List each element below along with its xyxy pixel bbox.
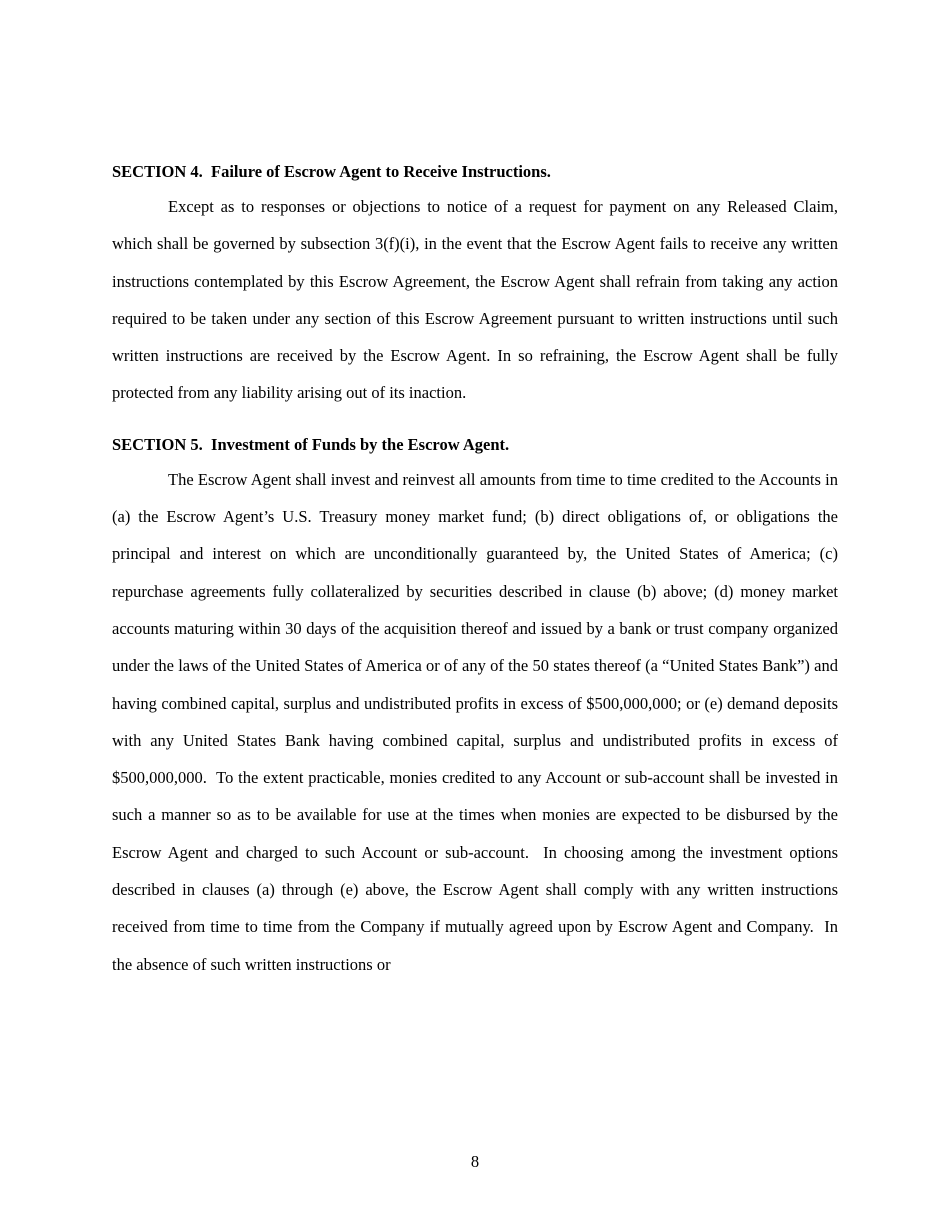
page-number: 8: [470, 1152, 480, 1171]
section-5-heading: SECTION 5. Investment of Funds by the Escrow Agent.: [112, 434, 510, 454]
document-page: [112, 158, 843, 983]
section-4-body: Except as to responses or objections to notice of a request for payment on any Released Claim, which shall be governed by subsection 3(f)(i), in the event that the Escrow Agent fails to receive any written instructions contemplated by this Escrow Agreement, the Escrow Agent shall refrain from taking any action required to be taken under any section of this Escrow Agreement pursuant to written instructions until such written instructions are received by the Escrow Agent. In so refraining, the Escrow Agent shall be fully protected from any liability arising out of its inaction.: [112, 197, 843, 403]
section-4-heading: SECTION 4. Failure of Escrow Agent to Receive Instructions.: [112, 162, 551, 181]
section-5-body: The Escrow Agent shall invest and reinvest all amounts from time to time credited to the Accounts in (a) the Escrow Agent’s U.S. Treasury money market fund; (b) direct obligations of, or obligations the principal and interest on which are unconditionally guaranteed by, the United States of America; (c) repurchase agreements fully collateralized by securities described in clause (b) above; (d) money market accounts maturing within 30 days of the acquisition thereof and issued by a bank or trust company organized under the laws of the United States of America or of any of the 50 states thereof (a “United States Bank”) and having combined capital, surplus and undistributed profits in excess of $500,000,000; or (e) demand deposits with any United States Bank having combined capital, surplus and undistributed profits in excess of $500,000,000. To the extent practicable, monies credited to any Account or sub-account shall be invested in such a manner so as to be available for use at the times when monies are expected to be disbursed by the Escrow Agent and charged to such Account or sub-account. In choosing among the investment options described in clauses (a) through (e) above, the Escrow Agent shall comply with any written instructions received from time to time from the Company if mutually agreed upon by Escrow Agent and Company. In the absence of such written instructions or: [112, 469, 843, 974]
